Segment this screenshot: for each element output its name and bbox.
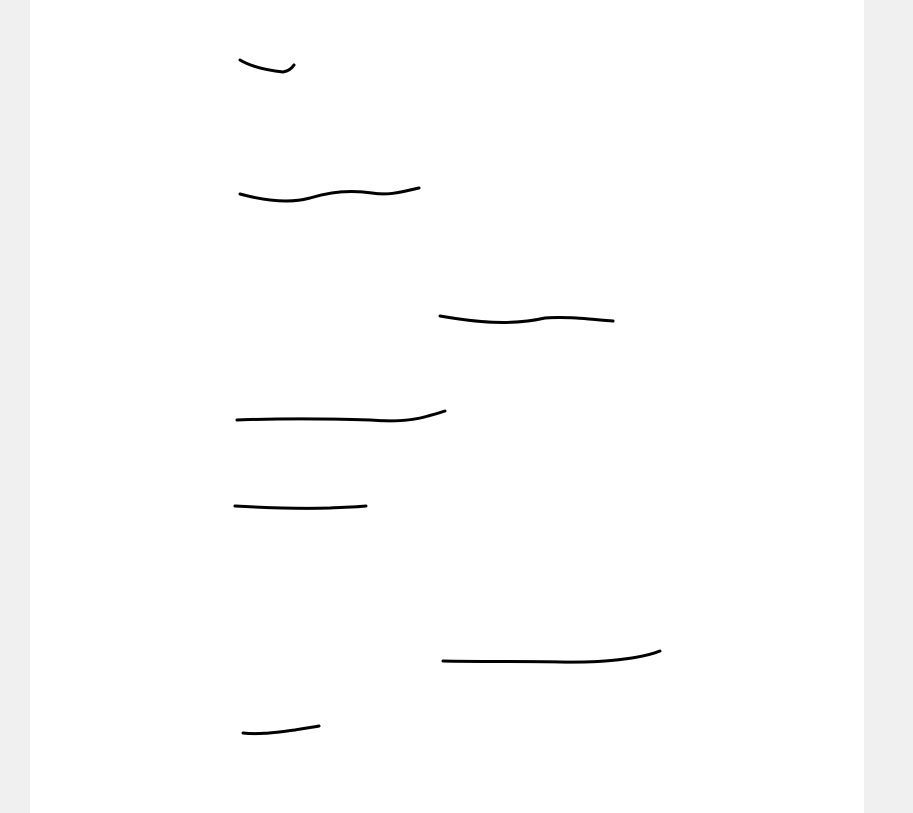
page-sheet (30, 0, 864, 813)
